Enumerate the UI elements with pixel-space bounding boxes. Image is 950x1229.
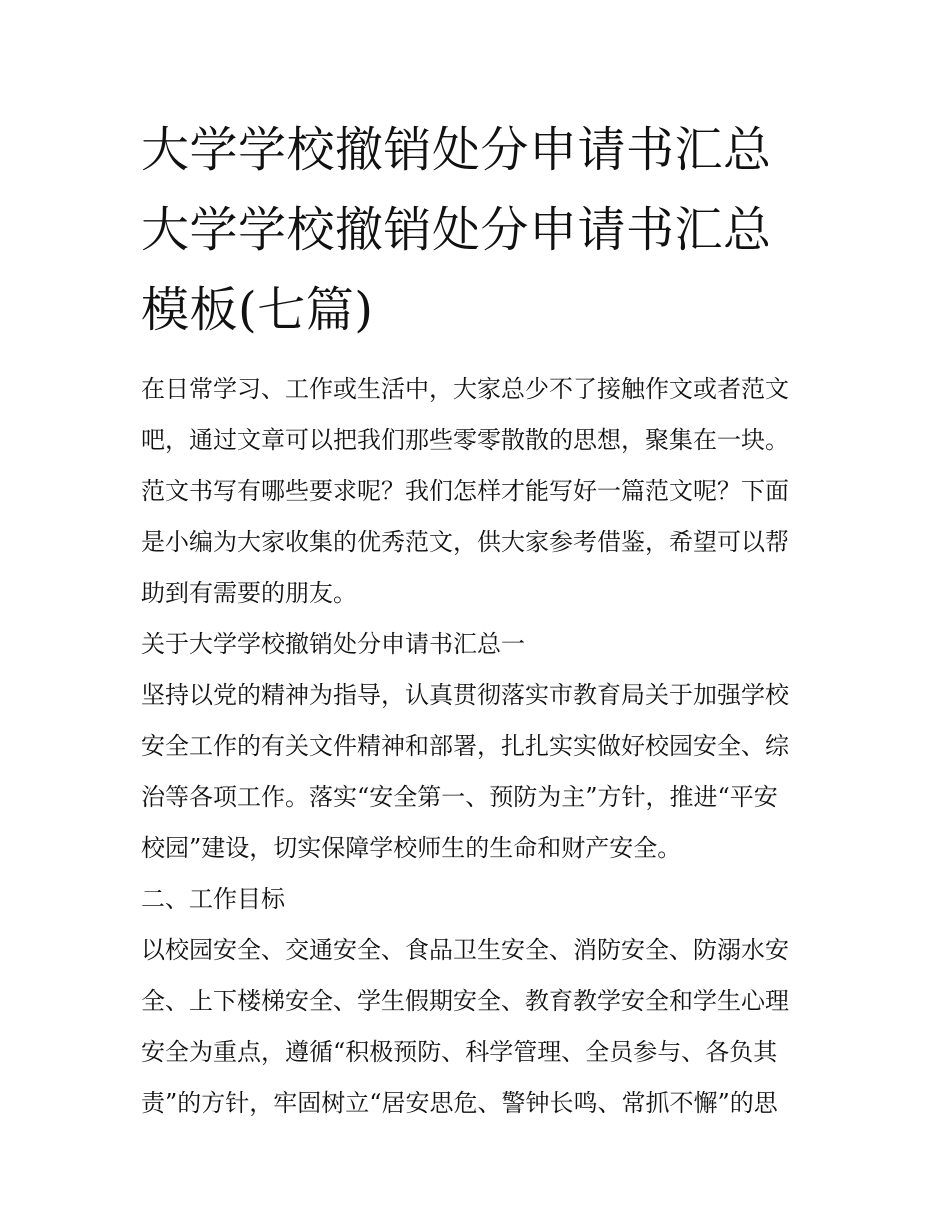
body-line-12: 以校园安全、交通安全、食品卫生安全、消防安全、防溺水安 — [141, 936, 789, 964]
body-line-5: 助到有需要的朋友。 — [141, 579, 357, 607]
body-line-4: 是小编为大家收集的优秀范文，供大家参考借鉴，希望可以帮 — [141, 528, 789, 556]
section-heading-1: 关于大学学校撤销处分申请书汇总一 — [141, 630, 525, 658]
body-line-1: 在日常学习、工作或生活中，大家总少不了接触作文或者范文 — [141, 375, 789, 403]
title-line-3: 模板(七篇) — [141, 282, 374, 338]
body-line-9: 治等各项工作。落实“安全第一、预防为主”方针，推进“平安 — [141, 783, 778, 811]
document-title — [141, 110, 821, 350]
body-line-7: 坚持以党的精神为指导，认真贯彻落实市教育局关于加强学校 — [141, 681, 789, 709]
section-heading-2: 二、工作目标 — [141, 885, 285, 913]
body-line-13: 全、上下楼梯安全、学生假期安全、教育教学安全和学生心理 — [141, 987, 789, 1015]
body-line-10: 校园”建设，切实保障学校师生的生命和财产安全。 — [141, 834, 682, 862]
body-line-2: 吧，通过文章可以把我们那些零零散散的思想，聚集在一块。 — [141, 426, 789, 454]
title-line-2: 大学学校撤销处分申请书汇总 — [141, 202, 772, 258]
document-content — [141, 110, 821, 1129]
document-body — [141, 364, 821, 1129]
body-line-3: 范文书写有哪些要求呢？我们怎样才能写好一篇范文呢？下面 — [141, 477, 789, 505]
body-line-15: 责”的方针，牢固树立“居安思危、警钟长鸣、常抓不懈”的思 — [141, 1089, 778, 1117]
title-line-1: 大学学校撤销处分申请书汇总 — [141, 122, 772, 178]
body-line-14: 安全为重点，遵循“积极预防、科学管理、全员参与、各负其 — [141, 1038, 778, 1066]
body-line-8: 安全工作的有关文件精神和部署，扎扎实实做好校园安全、综 — [141, 732, 789, 760]
